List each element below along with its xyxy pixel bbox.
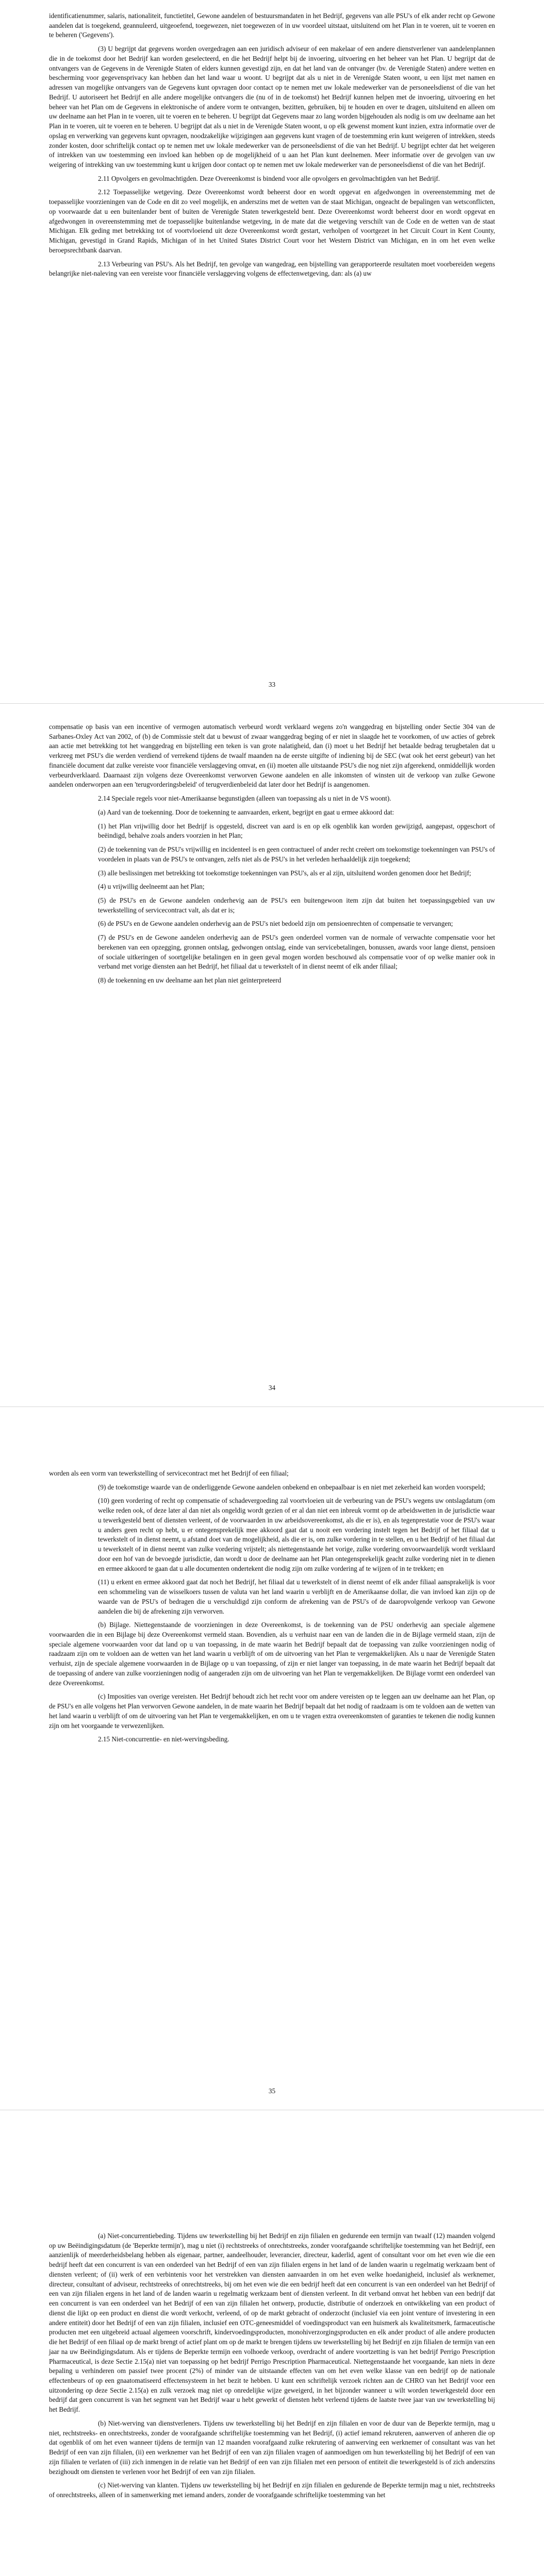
list-item: (10) geen vordering of recht op compensatie of schadevergoeding zal voortvloeien uit de verbeuring van de PSU's wegens uw ontslagdatum (om welke reden ook, of deze later al dan niet als ongeldig wordt gezien of er al dan niet een inbreuk vormt op de arbeidswetten in de jurisdictie waar u tewerkgesteld bent of diensten verleent, of de voorwaarden in uw arbeidsovereenkomst, als die er is), en als tegenprestatie voor de PSU's waar u anders geen recht op hebt, u er ontegensprekelijk mee akkoord gaat dat u nooit een vordering instelt tegen het Bedrijf of het filiaal dat u tewerkstelt of in dienst neemt, u afstand doet van de mogelijkheid, als die er is, om zulke vordering in te stellen, en u het Bedrijf of het filiaal dat u tewerkstelt of in dienst neemt van zulke vordering vrijstelt; als niettegenstaande het vorige, zulke vordering onvoorwaardelijk wordt verklaard door een hof van de bevoegde jurisdictie, dan wordt u door de deelname aan het Plan ontegensprekelijk geacht zulke vordering niet in te dienen en ermee akkoord te gaan dat u alle documenten ondertekent die nodig zijn om zulke vordering af te wijzen of in te trekken; en bbox=[98, 1497, 495, 1572]
section-heading-paragraph: 2.11 Opvolgers en gevolmachtigden. Deze Overeenkomst is bindend voor alle opvolgers en gevolmachtigden van het Bedrijf. bbox=[98, 174, 440, 182]
document-page bbox=[0, 2110, 544, 2576]
subsection-paragraph: (b) Niet-werving van dienstverleners. Tijdens uw tewerkstelling bij het Bedrijf en zijn filialen en voor de duur van de Beperkte termijn, mag u niet, rechtstreeks- en onrechtstreeks, zonder de voorafgaande schriftelijke toestemming van het Bedrijf, (i) actief iemand rekruteren, aanwerven of anheren die op dat ogenblik of om het even wanneer tijdens de termijn van 12 maanden voorafgaand zulke rekrutering of aanwerving een werknemer of consultant was van het Bedrijf of een van zijn filialen, (ii) een werknemer van het Bedrijf of een van zijn filialen vragen of aanmoedigen om hun tewerkstelling bij het Bedrijf of een van zijn filialen te verlaten of (iii) zich inmengen in de relatie van het Bedrijf of een van zijn filialen met een persoon of entiteit die tewerkgesteld is of zich anderszins bezighoudt om diensten te verlenen voor het Bedrijf of een van zijn filialen. bbox=[49, 2419, 495, 2476]
document-page bbox=[0, 1406, 544, 2110]
section-heading-paragraph: 2.13 Verbeuring van PSU's. Als het Bedrijf, ten gevolge van wangedrag, een bijstelling van gerapporteerde resultaten moet voorbereiden wegens belangrijke niet-naleving van een vereiste voor financiële verslaggeving volgens de effectenwetgeving, dan: als (a) uw bbox=[49, 260, 495, 278]
page-number: 34 bbox=[268, 1384, 276, 1392]
paragraph: (3) U begrijpt dat gegevens worden overgedragen aan een juridisch adviseur of een makelaar of een andere dienstverlener van aandelenplannen die in de toekomst door het Bedrijf kan worden geselecteerd, en die het Bedrijf helpt bij de invoering, uitvoering en het beheer van het Plan. U begrijpt dat de ontvangers van de Gegevens in de Verenigde Staten of elders kunnen gevestigd zijn, en dat het land van de ontvanger (bv. de Verenigde Staten) andere wetten en bescherming voor gegevensprivacy kan hebben dan het land waar u woont. U begrijpt dat als u niet in de Verenigde Staten woont, u een lijst met namen en adressen van mogelijke ontvangers van de Gegevens kunt opvragen door contact op te nemen met uw lokale medewerker van de personeelsdienst of die van het Bedrijf. U autoriseert het Bedrijf en alle andere mogelijke ontvangers die (nu of in de toekomst) het Bedrijf kunnen helpen met de invoering, uitvoering en het beheer van het Plan om de Gegevens in elektronische of andere vorm te ontvangen, bezitten, gebruiken, bij te houden en over te dragen, uitsluitend en alleen om uw deelname aan het Plan in te voeren, uit te voeren en te beheren. U begrijpt dat Gegevens maar zo lang worden bijgehouden als nodig is om uw deelname aan het Plan in te voeren, uit te voeren en te beheren. U begrijpt dat als u niet in de Verenigde Staten woont, u op elk gewenst moment kunt inzien, extra informatie over de opslag en verwerking van gegevens kunt opvragen, noodzakelijke wijzigingen aan gegevens kunt vragen of de toestemming erin kunt weigeren of intrekken, steeds zonder kosten, door schriftelijk contact op te nemen met uw lokale medewerker van de personeelsdienst of die van het Bedrijf. U begrijpt echter dat het weigeren of intrekken van uw toestemming een invloed kan hebben op de mogelijkheid of u aan het Plan kunt deelnemen. Meer informatie over de gevolgen van uw weigering of intrekking van uw toestemming kunt u krijgen door contact op te nemen met uw lokale medewerker van de personeelsdienst of die van het Bedrijf. bbox=[49, 45, 495, 169]
list-item: (3) alle beslissingen met betrekking tot toekomstige toekenningen van PSU's, als er al zijn, uitsluitend worden genomen door het Bedrijf; bbox=[98, 869, 471, 877]
section-heading-paragraph: 2.14 Speciale regels voor niet-Amerikaanse begunstigden (alleen van toepassing als u niet in de VS woont). bbox=[98, 794, 391, 803]
list-item: (1) het Plan vrijwillig door het Bedrijf is opgesteld, discreet van aard is en op elk ogenblik kan worden gewijzigd, aangepast, opgeschort of beëindigd, behalve zoals anders voorzien in het Plan; bbox=[98, 822, 495, 840]
list-item: (6) de PSU's en de Gewone aandelen onderhevig aan de PSU's niet bedoeld zijn om pensioenrechten of compensatie te vervangen; bbox=[98, 920, 453, 928]
page-number: 35 bbox=[268, 2087, 276, 2095]
subsection-paragraph: (a) Niet-concurrentiebeding. Tijdens uw tewerkstelling bij het Bedrijf en zijn filialen en gedurende een termijn van twaalf (12) maanden volgend op uw Beëindigingsdatum (de 'Beperkte termijn'), mag u niet (i) rechtstreeks of onrechtstreeks, zonder voorafgaande schriftelijke toestemming van het Bedrijf, een aanzienlijk of meerderheidsbelang hebben als eigenaar, partner, aandeelhouder, leverancier, directeur, kaderlid, agent of consultant voor om het even wie die een bedrijf heeft dat een concurrent is van een onderdeel van het Bedrijf of een van zijn filialen ergens in het land of de landen waarin u regelmatig werkzaam bent of diensten verleent; of (ii) werk of een verbintenis voor het verstrekken van diensten aanvaarden in om het even welke hoedanigheid, inclusief als werknemer, directeur, consultant of adviseur, rechtstreeks of onrechtstreeks, bij om het even wie die een bedrijf heeft dat een concurrent is van een onderdeel van het Bedrijf of een van zijn filialen ergens in het land of de landen waarin u regelmatig werkzaam bent of diensten verleent. In dit verband omvat het hebben van een bedrijf dat een concurrent is van een onderdeel van het Bedrijf of een van zijn filialen het ontwerp, productie, distributie of onderzoek en ontwikkeling van een product of dienst die lijkt op een product en dienst die wordt verkocht, verleend, of op de markt gebracht of onderzocht (inclusief via een joint venture of investering in een andere entiteit) door het Bedrijf of een van zijn filialen, inclusief een OTC-geneesmiddel of voedingsproduct van een huismerk als kwaliteitsmerk, farmaceutische producten met een uitgebreid actuaal algemeen voorschrift, kindervoedingsproducten, monohiverzorgingsproducten en elk ander product of alle andere producten die het Bedrijf of een filiaal op de markt brengt of actief plant om op de markt te brengen tijdens uw tewerkstelling bij het Bedrijf en zijn filialen de termijn van een jaar na uw Beëindigingsdatum. Als er tijdens de Beperkte termijn een volhoede verkoop, overdracht of andere voortzetting is van het bedrijf Perrigo Prescription Pharmaceutical, is deze Sectie 2.15(a) niet van toepassing op het bedrijf Perrigo Prescription Pharmaceutical. Niettegenstaande het voorgaande, kan niets in deze bepaling u verhinderen om passief twee procent (2%) of minder van de uitstaande effecten van om het even welke klasse van een bedrijf op de nationale effectenbeurs of op een gnaatomatiseerd effectensysteem in het bezit te hebben. U kunt een schriftelijk verzoek richten aan de CHRO van het Bedrijf voor een uitzondering op deze Sectie 2.15(a) en zulk verzoek mag niet op onredelijke wijze geweigerd, in het bijzonder wanneer u wilt worden tewerkgesteld door een bedrijf dat geen concurrent is van het segment van het Bedrijf waar u hebt gewerkt of diensten hebt verleend tijdens de laatste twee jaar van uw tewerkstelling bij het Bedrijf. bbox=[49, 2232, 495, 2414]
list-item: (11) u erkent en ermee akkoord gaat dat noch het Bedrijf, het filiaal dat u tewerkstelt of in dienst neemt of elk ander filiaal aansprakelijk is voor een schommeling van de wisselkoers tussen de valuta van het land waarin u verblijft en de Amerikaanse dollar, die van invloed kan zijn op de waarde van de PSU's of bedragen die u verschuldigd zijn conform de afrekening van de PSU's of de daaropvolgende verkoop van Gewone aandelen die bij de afrekening zijn verworven. bbox=[98, 1578, 495, 1615]
paragraph: compensatie op basis van een incentive of vermogen automatisch verbeurd wordt verklaard wegens zo'n wanggedrag en bijstelling onder Sectie 304 van de Sarbanes-Oxley Act van 2002, of (b) de Commissie stelt dat u bewust of zwaar wanggedrag beging of er niet in slaagde het te voorkomen, of uw acties of gebrek aan actie met betrekking tot het wanggedrag en bijstelling een teken is van grote nalatigheid, dan (i) moet u het Bedrijf het betaalde bedrag terugbetalen dat u verkreeg met PSU's die werden verdiend of verrekend tijdens de twaalf maanden na de eerste uitgifte of indiening bij de SEC (wat ook het eerst gebeurt) van het financiële document dat zulke vereiste voor financiële verslaggeving omvat, en (ii) moeten alle uitstaande PSU's die nog niet zijn afgerekend, onmiddellijk worden verbeurdverklaard. Daarnaast zijn volgens deze Overeenkomst verworven Gewone aandelen en alle inkomsten of winsten uit de verkoop van zulke Gewone aandelen onderworpen aan een 'terugvorderingsbeleid' of terugverdienbeleid dat later door het Bedrijf is aangenomen. bbox=[49, 723, 495, 789]
list-item: (4) u vrijwillig deelneemt aan het Plan; bbox=[98, 883, 205, 891]
list-item: (9) de toekomstige waarde van de onderliggende Gewone aandelen onbekend en onbepaalbaar is en niet met zekerheid kan worden voorspeld; bbox=[98, 1483, 486, 1491]
subsection-paragraph: (c) Imposities van overige vereisten. Het Bedrijf behoudt zich het recht voor om andere vereisten op te leggen aan uw deelname aan het Plan, op de PSU's en alle volgens het Plan verworven Gewone aandelen, in de mate waarin het Bedrijf bepaalt dat het nodig of raadzaam is om te voldoen aan de wetten van het land waarin u verblijft of om de uitvoering van het Plan te vergemakkelijken, en om u te vragen extra overeenkomsten of garanties te tekenen die nodig kunnen zijn om het voorgaande te verwezenlijken. bbox=[49, 1692, 495, 1730]
section-heading-paragraph: 2.15 Niet-concurrentie- en niet-wervingsbeding. bbox=[98, 1735, 229, 1743]
document-page bbox=[0, 703, 544, 1406]
section-heading-paragraph: 2.12 Toepasselijke wetgeving. Deze Overeenkomst wordt beheerst door en wordt opgevat en afgedwongen in overeenstemming met de toepasselijke voorzieningen van de Code en dit zo veel mogelijk, en anderszins met de wetten van de staat Michigan, ongeacht de bepalingen van wetsconflicten, op voorwaarde dat u een buitenlander bent of buiten de Verenigde Staten tewerkgesteld bent. Deze Overeenkomst wordt beheerst door en wordt opgevat en afgedwongen in overeenstemming met de toepasselijke buitenlandse wetgeving, in de mate dat die wetgeving verschilt van de Code en de wetten van de staat Michigan. Elk geding met betrekking tot of voortvloeiend uit deze Overeenkomst wordt gestart, verholpen of voortgezet in het Circuit Court in Kent County, Michigan, gevestigd in Grand Rapids, Michigan of in het United States District Court voor het Western District van Michigan, en in om het even welke beroepsrechtbank daarvan. bbox=[49, 188, 495, 254]
paragraph: identificatienummer, salaris, nationaliteit, functietitel, Gewone aandelen of bestuursmandaten in het Bedrijf, gegevens van alle PSU's of elk ander recht op Gewone aandelen dat is toegekend, geannuleerd, uitgeoefend, toegewezen, niet toegewezen of in uw voordeel uitstaat, uitsluitend om het Plan in te voeren, uit te voeren en te beheren ('Gegevens'). bbox=[49, 12, 495, 39]
subsection-paragraph: (b) Bijlage. Niettegenstaande de voorzieningen in deze Overeenkomst, is de toekenning van de PSU onderhevig aan speciale algemene voorwaarden die in een Bijlage bij deze Overeenkomst vermeld staan. Bovendien, als u verhuist naar een van de landen die in de Bijlage vermeld staan, zijn de speciale algemene voorwaarden voor dat land op u van toepassing, in de mate waarin het Bedrijf bepaalt dat de toepassing van zulke voorzieningen nodig of raadzaam zijn om te voldoen aan de wetten van het land waarin u verblijft of om de uitvoering van het Plan te vergemakkelijken. Als u naar de Verenigde Staten verhuist, zijn de speciale algemene voorwaarden in de Bijlage op u van toepassing, of zijn er niet langer van toepassing, in de mate waarin het Bedrijf bepaalt dat de toepassing of andere van zulke voorzieningen nodig of aangeraden zijn om de uitvoering van het Plan te vergemakkelijken. De Bijlage vormt een onderdeel van deze Overeenkomst. bbox=[49, 1621, 495, 1687]
document-page bbox=[0, 0, 544, 703]
paragraph: worden als een vorm van tewerkstelling of servicecontract met het Bedrijf of een filiaal; bbox=[49, 1469, 289, 1477]
list-item: (5) de PSU's en de Gewone aandelen onderhevig aan de PSU's een buitengewoon item zijn dat buiten het toepassingsgebied van uw tewerkstelling of servicecontract valt, als dat er is; bbox=[98, 896, 495, 914]
subsection-paragraph: (a) Aard van de toekenning. Door de toekenning te aanvaarden, erkent, begrijpt en gaat u ermee akkoord dat: bbox=[98, 808, 394, 816]
list-item: (7) de PSU's en de Gewone aandelen onderhevig aan de PSU's geen onderdeel vormen van de normale of verwachte compensatie voor het berekenen van een opzegging, gronnen ontslag, gedwongen ontslag, einde van servicebetalingen, bonussen, awards voor lange dienst, pensioen of sociale uitkeringen of soortgelijke betalingen en in geen geval mogen worden beschouwd als compensatie voor of op welke manier ook in verband met vorige diensten aan het Bedrijf, het filiaal dat u tewerkstelt of in dienst neemt of elk ander filiaal; bbox=[98, 934, 495, 971]
page-number: 33 bbox=[268, 681, 276, 689]
subsection-paragraph: (c) Niet-werving van klanten. Tijdens uw tewerkstelling bij het Bedrijf en zijn filialen en gedurende de Beperkte termijn mag u niet, rechtstreeks of onrechtstreeks, alleen of in samenwerking met iemand anders, zonder de voorafgaande schriftelijke toestemming van het bbox=[49, 2481, 495, 2499]
list-item: (8) de toekenning en uw deelname aan het plan niet geïnterpreteerd bbox=[98, 976, 282, 985]
list-item: (2) de toekenning van de PSU's vrijwillig en incidenteel is en geen contractueel of ander recht creëert om toekomstige toekenningen van PSU's of voordelen in plaats van de PSU's te ontvangen, zelfs niet als de PSU's in het verleden herhaaldelijk zijn toegekend; bbox=[98, 845, 495, 863]
